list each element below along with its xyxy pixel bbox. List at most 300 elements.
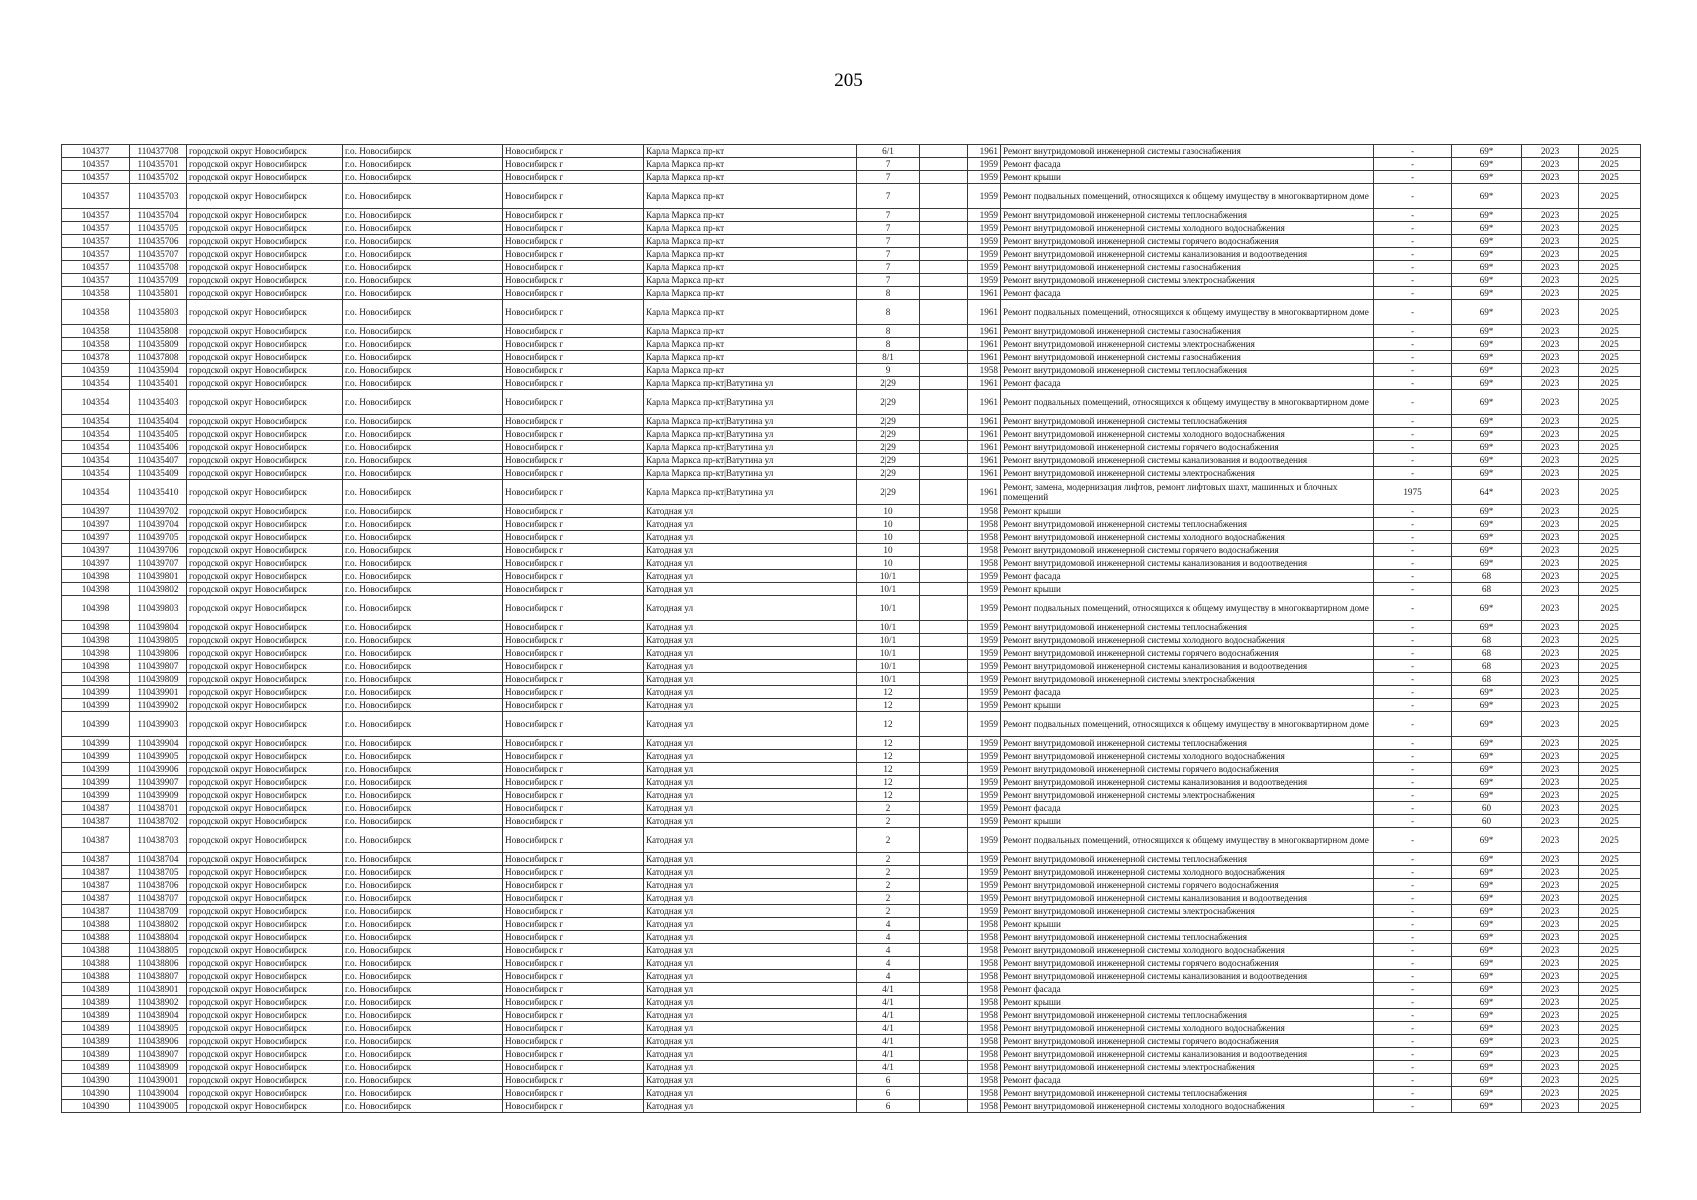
end-year-cell: 2025	[1579, 467, 1641, 480]
end-year-cell: 2025	[1579, 621, 1641, 634]
settlement-cell: Новосибирск г	[503, 300, 644, 325]
work-type-cell: Ремонт крыши	[1001, 505, 1374, 518]
build-year-cell: 1959	[968, 248, 1001, 261]
work-type-cell: Ремонт внутридомовой инженерной системы горячего водоснабжения	[1001, 957, 1374, 970]
start-year-cell: 2023	[1522, 583, 1579, 596]
settlement-cell: Новосибирск г	[503, 518, 644, 531]
start-year-cell: 2023	[1522, 171, 1579, 184]
start-year-cell: 2023	[1522, 557, 1579, 570]
house-id-cell: 104388	[62, 957, 130, 970]
build-year-cell: 1961	[968, 428, 1001, 441]
end-year-cell: 2025	[1579, 970, 1641, 983]
table-row	[62, 415, 1641, 428]
settlement-cell: Новосибирск г	[503, 647, 644, 660]
municipality-cell: городской округ Новосибирск	[187, 970, 343, 983]
street-cell: Карла Маркса пр-кт|Ватутина ул	[644, 415, 857, 428]
work-type-cell: Ремонт внутридомовой инженерной системы горячего водоснабжения	[1001, 763, 1374, 776]
house-id-cell: 104357	[62, 248, 130, 261]
end-year-cell: 2025	[1579, 531, 1641, 544]
city-district-cell: г.о. Новосибирск	[343, 789, 503, 802]
city-district-cell: г.о. Новосибирск	[343, 699, 503, 712]
city-district-cell: г.о. Новосибирск	[343, 621, 503, 634]
record-code-cell: 110438802	[130, 918, 187, 931]
table-row	[62, 918, 1641, 931]
house-id-cell: 104389	[62, 1061, 130, 1074]
city-district-cell: г.о. Новосибирск	[343, 377, 503, 390]
build-year-cell: 1959	[968, 583, 1001, 596]
wear-percent-cell: 69*	[1452, 390, 1522, 415]
street-cell: Катодная ул	[644, 905, 857, 918]
table-row	[62, 390, 1641, 415]
start-year-cell: 2023	[1522, 300, 1579, 325]
settlement-cell: Новосибирск г	[503, 1009, 644, 1022]
table-row	[62, 1035, 1641, 1048]
lift-year-cell: -	[1374, 377, 1452, 390]
city-district-cell: г.о. Новосибирск	[343, 454, 503, 467]
build-year-cell: 1959	[968, 686, 1001, 699]
settlement-cell: Новосибирск г	[503, 828, 644, 853]
municipality-cell: городской округ Новосибирск	[187, 364, 343, 377]
settlement-cell: Новосибирск г	[503, 248, 644, 261]
build-year-cell: 1961	[968, 338, 1001, 351]
build-year-cell: 1958	[968, 544, 1001, 557]
table-row	[62, 1022, 1641, 1035]
empty-cell	[920, 300, 968, 325]
record-code-cell: 110439706	[130, 544, 187, 557]
end-year-cell: 2025	[1579, 944, 1641, 957]
empty-cell	[920, 750, 968, 763]
start-year-cell: 2023	[1522, 428, 1579, 441]
street-cell: Карла Маркса пр-кт	[644, 171, 857, 184]
municipality-cell: городской округ Новосибирск	[187, 853, 343, 866]
house-number-cell: 10/1	[857, 621, 920, 634]
settlement-cell: Новосибирск г	[503, 428, 644, 441]
work-type-cell: Ремонт внутридомовой инженерной системы канализования и водоотведения	[1001, 660, 1374, 673]
city-district-cell: г.о. Новосибирск	[343, 531, 503, 544]
settlement-cell: Новосибирск г	[503, 467, 644, 480]
city-district-cell: г.о. Новосибирск	[343, 673, 503, 686]
wear-percent-cell: 69*	[1452, 171, 1522, 184]
work-type-cell: Ремонт внутридомовой инженерной системы газоснабжения	[1001, 261, 1374, 274]
wear-percent-cell: 69*	[1452, 557, 1522, 570]
end-year-cell: 2025	[1579, 853, 1641, 866]
start-year-cell: 2023	[1522, 209, 1579, 222]
record-code-cell: 110438805	[130, 944, 187, 957]
wear-percent-cell: 69*	[1452, 1022, 1522, 1035]
record-code-cell: 110439707	[130, 557, 187, 570]
page-number: 205	[834, 70, 863, 91]
municipality-cell: городской округ Новосибирск	[187, 351, 343, 364]
street-cell: Карла Маркса пр-кт	[644, 325, 857, 338]
empty-cell	[920, 596, 968, 621]
build-year-cell: 1958	[968, 1048, 1001, 1061]
house-id-cell: 104397	[62, 531, 130, 544]
house-number-cell: 10	[857, 544, 920, 557]
lift-year-cell: -	[1374, 983, 1452, 996]
start-year-cell: 2023	[1522, 996, 1579, 1009]
work-type-cell: Ремонт внутридомовой инженерной системы теплоснабжения	[1001, 621, 1374, 634]
empty-cell	[920, 776, 968, 789]
house-number-cell: 10	[857, 557, 920, 570]
build-year-cell: 1958	[968, 557, 1001, 570]
city-district-cell: г.о. Новосибирск	[343, 776, 503, 789]
city-district-cell: г.о. Новосибирск	[343, 145, 503, 158]
wear-percent-cell: 69*	[1452, 415, 1522, 428]
end-year-cell: 2025	[1579, 570, 1641, 583]
house-number-cell: 8	[857, 287, 920, 300]
settlement-cell: Новосибирск г	[503, 287, 644, 300]
settlement-cell: Новосибирск г	[503, 441, 644, 454]
street-cell: Карла Маркса пр-кт|Ватутина ул	[644, 377, 857, 390]
table-row	[62, 248, 1641, 261]
house-number-cell: 4/1	[857, 983, 920, 996]
table-row	[62, 570, 1641, 583]
lift-year-cell: -	[1374, 750, 1452, 763]
empty-cell	[920, 699, 968, 712]
wear-percent-cell: 60	[1452, 802, 1522, 815]
house-id-cell: 104398	[62, 647, 130, 660]
settlement-cell: Новосибирск г	[503, 970, 644, 983]
house-number-cell: 6	[857, 1087, 920, 1100]
wear-percent-cell: 69*	[1452, 1087, 1522, 1100]
empty-cell	[920, 853, 968, 866]
settlement-cell: Новосибирск г	[503, 390, 644, 415]
work-type-cell: Ремонт внутридомовой инженерной системы холодного водоснабжения	[1001, 634, 1374, 647]
city-district-cell: г.о. Новосибирск	[343, 480, 503, 505]
house-number-cell: 4	[857, 931, 920, 944]
start-year-cell: 2023	[1522, 1074, 1579, 1087]
record-code-cell: 110439906	[130, 763, 187, 776]
wear-percent-cell: 69*	[1452, 1009, 1522, 1022]
street-cell: Катодная ул	[644, 828, 857, 853]
street-cell: Катодная ул	[644, 957, 857, 970]
wear-percent-cell: 69*	[1452, 235, 1522, 248]
house-id-cell: 104388	[62, 918, 130, 931]
house-id-cell: 104390	[62, 1074, 130, 1087]
settlement-cell: Новосибирск г	[503, 274, 644, 287]
lift-year-cell: -	[1374, 1009, 1452, 1022]
lift-year-cell: -	[1374, 828, 1452, 853]
city-district-cell: г.о. Новосибирск	[343, 505, 503, 518]
table-row	[62, 1048, 1641, 1061]
table-row	[62, 596, 1641, 621]
end-year-cell: 2025	[1579, 505, 1641, 518]
settlement-cell: Новосибирск г	[503, 853, 644, 866]
table-row	[62, 647, 1641, 660]
end-year-cell: 2025	[1579, 750, 1641, 763]
city-district-cell: г.о. Новосибирск	[343, 1100, 503, 1113]
municipality-cell: городской округ Новосибирск	[187, 918, 343, 931]
work-type-cell: Ремонт внутридомовой инженерной системы холодного водоснабжения	[1001, 428, 1374, 441]
start-year-cell: 2023	[1522, 415, 1579, 428]
settlement-cell: Новосибирск г	[503, 660, 644, 673]
empty-cell	[920, 415, 968, 428]
settlement-cell: Новосибирск г	[503, 1048, 644, 1061]
lift-year-cell: -	[1374, 892, 1452, 905]
table-row	[62, 428, 1641, 441]
city-district-cell: г.о. Новосибирск	[343, 325, 503, 338]
start-year-cell: 2023	[1522, 621, 1579, 634]
work-type-cell: Ремонт фасада	[1001, 377, 1374, 390]
city-district-cell: г.о. Новосибирск	[343, 364, 503, 377]
start-year-cell: 2023	[1522, 815, 1579, 828]
settlement-cell: Новосибирск г	[503, 377, 644, 390]
house-number-cell: 2|29	[857, 480, 920, 505]
empty-cell	[920, 660, 968, 673]
lift-year-cell: -	[1374, 905, 1452, 918]
municipality-cell: городской округ Новосибирск	[187, 699, 343, 712]
municipality-cell: городской округ Новосибирск	[187, 866, 343, 879]
street-cell: Карла Маркса пр-кт	[644, 248, 857, 261]
house-number-cell: 12	[857, 699, 920, 712]
settlement-cell: Новосибирск г	[503, 209, 644, 222]
start-year-cell: 2023	[1522, 287, 1579, 300]
end-year-cell: 2025	[1579, 351, 1641, 364]
street-cell: Катодная ул	[644, 557, 857, 570]
build-year-cell: 1959	[968, 647, 1001, 660]
empty-cell	[920, 338, 968, 351]
city-district-cell: г.о. Новосибирск	[343, 415, 503, 428]
lift-year-cell: -	[1374, 261, 1452, 274]
table-row	[62, 866, 1641, 879]
city-district-cell: г.о. Новосибирск	[343, 647, 503, 660]
lift-year-cell: -	[1374, 531, 1452, 544]
build-year-cell: 1959	[968, 853, 1001, 866]
lift-year-cell: -	[1374, 686, 1452, 699]
lift-year-cell: -	[1374, 209, 1452, 222]
municipality-cell: городской округ Новосибирск	[187, 467, 343, 480]
municipality-cell: городской округ Новосибирск	[187, 261, 343, 274]
settlement-cell: Новосибирск г	[503, 750, 644, 763]
table-row	[62, 905, 1641, 918]
start-year-cell: 2023	[1522, 544, 1579, 557]
settlement-cell: Новосибирск г	[503, 905, 644, 918]
house-id-cell: 104398	[62, 673, 130, 686]
empty-cell	[920, 1048, 968, 1061]
table-row	[62, 763, 1641, 776]
work-type-cell: Ремонт внутридомовой инженерной системы канализования и водоотведения	[1001, 454, 1374, 467]
wear-percent-cell: 69*	[1452, 970, 1522, 983]
city-district-cell: г.о. Новосибирск	[343, 441, 503, 454]
empty-cell	[920, 248, 968, 261]
wear-percent-cell: 68	[1452, 634, 1522, 647]
record-code-cell: 110435707	[130, 248, 187, 261]
lift-year-cell: 1975	[1374, 480, 1452, 505]
work-type-cell: Ремонт подвальных помещений, относящихся к общему имуществу в многоквартирном доме	[1001, 390, 1374, 415]
empty-cell	[920, 931, 968, 944]
street-cell: Карла Маркса пр-кт	[644, 261, 857, 274]
table-row	[62, 274, 1641, 287]
work-type-cell: Ремонт внутридомовой инженерной системы холодного водоснабжения	[1001, 944, 1374, 957]
house-number-cell: 2|29	[857, 454, 920, 467]
table-row	[62, 970, 1641, 983]
start-year-cell: 2023	[1522, 364, 1579, 377]
build-year-cell: 1959	[968, 209, 1001, 222]
wear-percent-cell: 69*	[1452, 789, 1522, 802]
record-code-cell: 110438902	[130, 996, 187, 1009]
settlement-cell: Новосибирск г	[503, 557, 644, 570]
city-district-cell: г.о. Новосибирск	[343, 261, 503, 274]
record-code-cell: 110439702	[130, 505, 187, 518]
street-cell: Катодная ул	[644, 776, 857, 789]
house-number-cell: 4/1	[857, 1009, 920, 1022]
house-number-cell: 2|29	[857, 428, 920, 441]
start-year-cell: 2023	[1522, 905, 1579, 918]
house-id-cell: 104399	[62, 699, 130, 712]
build-year-cell: 1958	[968, 957, 1001, 970]
house-id-cell: 104354	[62, 467, 130, 480]
build-year-cell: 1959	[968, 274, 1001, 287]
municipality-cell: городской округ Новосибирск	[187, 544, 343, 557]
empty-cell	[920, 712, 968, 737]
end-year-cell: 2025	[1579, 415, 1641, 428]
record-code-cell: 110438909	[130, 1061, 187, 1074]
lift-year-cell: -	[1374, 789, 1452, 802]
settlement-cell: Новосибирск г	[503, 699, 644, 712]
end-year-cell: 2025	[1579, 209, 1641, 222]
work-type-cell: Ремонт внутридомовой инженерной системы горячего водоснабжения	[1001, 544, 1374, 557]
street-cell: Катодная ул	[644, 737, 857, 750]
record-code-cell: 110438706	[130, 879, 187, 892]
house-id-cell: 104399	[62, 750, 130, 763]
work-type-cell: Ремонт внутридомовой инженерной системы горячего водоснабжения	[1001, 1035, 1374, 1048]
lift-year-cell: -	[1374, 699, 1452, 712]
work-type-cell: Ремонт внутридомовой инженерной системы холодного водоснабжения	[1001, 531, 1374, 544]
work-type-cell: Ремонт внутридомовой инженерной системы теплоснабжения	[1001, 518, 1374, 531]
lift-year-cell: -	[1374, 467, 1452, 480]
wear-percent-cell: 69*	[1452, 518, 1522, 531]
table-row	[62, 931, 1641, 944]
work-type-cell: Ремонт внутридомовой инженерной системы электроснабжения	[1001, 789, 1374, 802]
empty-cell	[920, 351, 968, 364]
city-district-cell: г.о. Новосибирск	[343, 712, 503, 737]
empty-cell	[920, 390, 968, 415]
build-year-cell: 1958	[968, 1022, 1001, 1035]
municipality-cell: городской округ Новосибирск	[187, 480, 343, 505]
table-row	[62, 300, 1641, 325]
house-number-cell: 8/1	[857, 351, 920, 364]
house-id-cell: 104354	[62, 377, 130, 390]
empty-cell	[920, 364, 968, 377]
start-year-cell: 2023	[1522, 737, 1579, 750]
street-cell: Катодная ул	[644, 712, 857, 737]
house-number-cell: 12	[857, 686, 920, 699]
build-year-cell: 1959	[968, 905, 1001, 918]
start-year-cell: 2023	[1522, 377, 1579, 390]
city-district-cell: г.о. Новосибирск	[343, 390, 503, 415]
end-year-cell: 2025	[1579, 699, 1641, 712]
build-year-cell: 1959	[968, 763, 1001, 776]
work-type-cell: Ремонт внутридомовой инженерной системы теплоснабжения	[1001, 853, 1374, 866]
build-year-cell: 1958	[968, 996, 1001, 1009]
municipality-cell: городской округ Новосибирск	[187, 390, 343, 415]
work-type-cell: Ремонт внутридомовой инженерной системы теплоснабжения	[1001, 364, 1374, 377]
end-year-cell: 2025	[1579, 300, 1641, 325]
end-year-cell: 2025	[1579, 235, 1641, 248]
lift-year-cell: -	[1374, 338, 1452, 351]
street-cell: Катодная ул	[644, 918, 857, 931]
start-year-cell: 2023	[1522, 699, 1579, 712]
empty-cell	[920, 634, 968, 647]
wear-percent-cell: 60	[1452, 815, 1522, 828]
table-row	[62, 441, 1641, 454]
lift-year-cell: -	[1374, 1061, 1452, 1074]
municipality-cell: городской округ Новосибирск	[187, 338, 343, 351]
build-year-cell: 1959	[968, 673, 1001, 686]
city-district-cell: г.о. Новосибирск	[343, 686, 503, 699]
build-year-cell: 1958	[968, 1035, 1001, 1048]
build-year-cell: 1958	[968, 1061, 1001, 1074]
settlement-cell: Новосибирск г	[503, 763, 644, 776]
city-district-cell: г.о. Новосибирск	[343, 338, 503, 351]
build-year-cell: 1959	[968, 171, 1001, 184]
lift-year-cell: -	[1374, 274, 1452, 287]
end-year-cell: 2025	[1579, 428, 1641, 441]
wear-percent-cell: 68	[1452, 647, 1522, 660]
lift-year-cell: -	[1374, 763, 1452, 776]
empty-cell	[920, 222, 968, 235]
settlement-cell: Новосибирск г	[503, 544, 644, 557]
city-district-cell: г.о. Новосибирск	[343, 467, 503, 480]
house-number-cell: 7	[857, 248, 920, 261]
work-type-cell: Ремонт внутридомовой инженерной системы горячего водоснабжения	[1001, 879, 1374, 892]
empty-cell	[920, 158, 968, 171]
house-number-cell: 8	[857, 325, 920, 338]
street-cell: Катодная ул	[644, 1074, 857, 1087]
wear-percent-cell: 69*	[1452, 750, 1522, 763]
record-code-cell: 110438707	[130, 892, 187, 905]
table-row	[62, 1100, 1641, 1113]
house-number-cell: 7	[857, 184, 920, 209]
house-number-cell: 12	[857, 789, 920, 802]
empty-cell	[920, 957, 968, 970]
municipality-cell: городской округ Новосибирск	[187, 184, 343, 209]
city-district-cell: г.о. Новосибирск	[343, 1048, 503, 1061]
settlement-cell: Новосибирск г	[503, 1074, 644, 1087]
start-year-cell: 2023	[1522, 390, 1579, 415]
start-year-cell: 2023	[1522, 789, 1579, 802]
street-cell: Катодная ул	[644, 879, 857, 892]
municipality-cell: городской округ Новосибирск	[187, 518, 343, 531]
municipality-cell: городской округ Новосибирск	[187, 274, 343, 287]
record-code-cell: 110435702	[130, 171, 187, 184]
lift-year-cell: -	[1374, 428, 1452, 441]
wear-percent-cell: 69*	[1452, 454, 1522, 467]
start-year-cell: 2023	[1522, 531, 1579, 544]
street-cell: Катодная ул	[644, 634, 857, 647]
build-year-cell: 1961	[968, 390, 1001, 415]
start-year-cell: 2023	[1522, 1022, 1579, 1035]
house-number-cell: 2	[857, 828, 920, 853]
lift-year-cell: -	[1374, 364, 1452, 377]
record-code-cell: 110437808	[130, 351, 187, 364]
house-id-cell: 104388	[62, 970, 130, 983]
house-number-cell: 7	[857, 274, 920, 287]
record-code-cell: 110435704	[130, 209, 187, 222]
build-year-cell: 1961	[968, 377, 1001, 390]
build-year-cell: 1961	[968, 454, 1001, 467]
table-row	[62, 171, 1641, 184]
house-number-cell: 8	[857, 300, 920, 325]
city-district-cell: г.о. Новосибирск	[343, 1022, 503, 1035]
record-code-cell: 110439803	[130, 596, 187, 621]
settlement-cell: Новосибирск г	[503, 158, 644, 171]
end-year-cell: 2025	[1579, 518, 1641, 531]
lift-year-cell: -	[1374, 415, 1452, 428]
settlement-cell: Новосибирск г	[503, 815, 644, 828]
house-number-cell: 8	[857, 338, 920, 351]
municipality-cell: городской округ Новосибирск	[187, 454, 343, 467]
